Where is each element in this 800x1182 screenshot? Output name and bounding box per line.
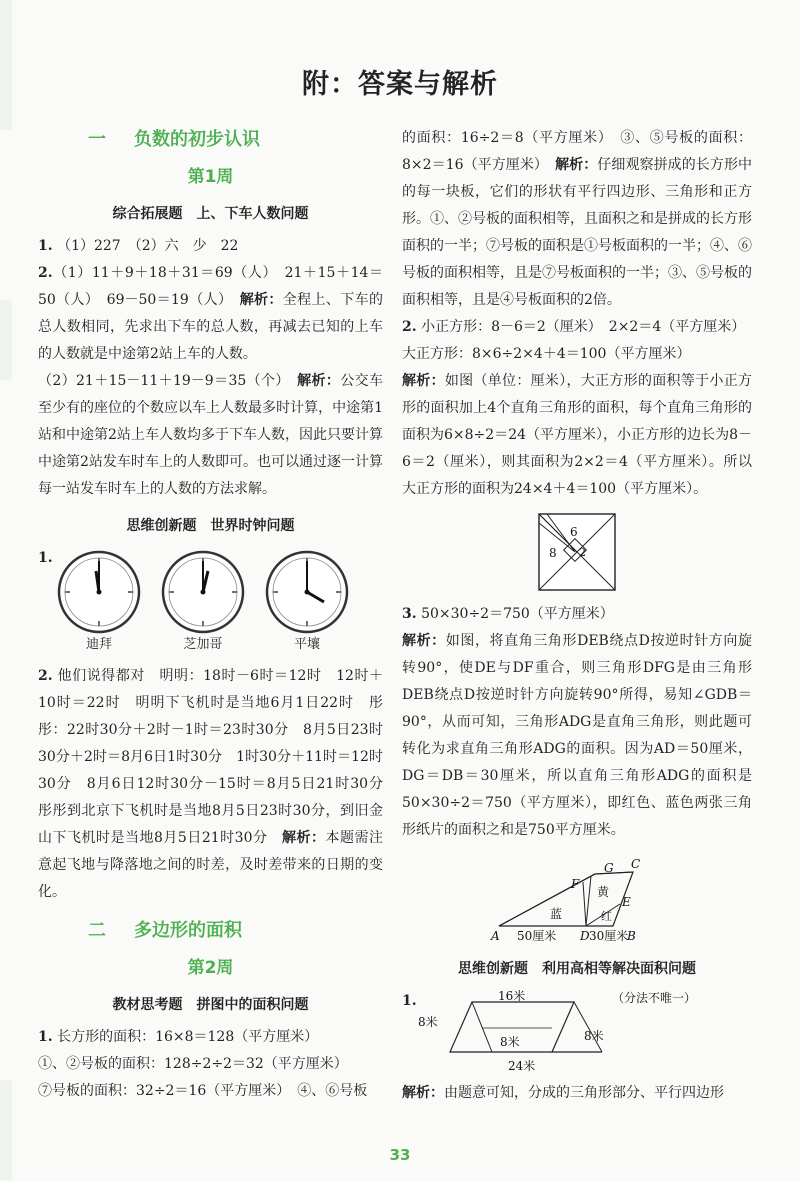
parallelogram-figure: [402, 988, 752, 1080]
answer-text: 解析：由题意可知，分成的三角形部分、平行四边形: [402, 1085, 724, 1101]
svg-text:A: A: [491, 929, 500, 943]
answer-item: 1. （1）227 （2）六 少 22: [38, 238, 239, 254]
svg-text:黄: 黄: [597, 885, 610, 899]
clock-label: 芝加哥: [183, 637, 223, 652]
answer-item: 3. 50×30÷2＝750（平方厘米）: [402, 606, 614, 622]
section-heading-1: [38, 125, 383, 155]
triangle-figure: [487, 856, 667, 948]
clock-face-icon: [160, 549, 246, 635]
page-title: 附：答案与解析: [302, 69, 498, 100]
clock-label: 迪拜: [85, 637, 112, 652]
page-edge-strip: [0, 1080, 12, 1180]
page-number: 33: [389, 1146, 411, 1164]
svg-text:D: D: [580, 929, 590, 943]
svg-text:C: C: [631, 857, 641, 871]
section-title: 多边形的面积: [134, 920, 242, 941]
answer-item: 2. 小正方形：8－6＝2（厘米） 2×2＝4（平方厘米）: [402, 319, 746, 335]
week-heading: 第1周: [187, 167, 234, 187]
svg-text:F: F: [571, 877, 580, 891]
label-8: 8: [549, 546, 557, 560]
svg-text:E: E: [622, 895, 631, 909]
svg-text:30厘米: 30厘米: [589, 929, 629, 943]
square-figure: [529, 511, 625, 595]
answer-text: 解析：如图（单位：厘米），大正方形的面积等于小正方形的面积加上4个直角三角形的面积，每个直角三角形的面积为6×8÷2＝24（平方厘米），小正方形的边长为8－6＝2（厘米），则其面积为2×2＝4（平方厘米）。所以大正方形的面积为24×4＋4＝100（平方厘米）。: [402, 373, 752, 497]
svg-text:8米: 8米: [584, 1029, 604, 1043]
section-title: 负数的初步认识: [134, 129, 260, 150]
svg-text:24米: 24米: [508, 1059, 536, 1073]
clock-label: 平壤: [293, 637, 320, 652]
svg-text:16米: 16米: [498, 990, 526, 1003]
week-heading: 第2周: [187, 958, 234, 978]
svg-text:（分法不唯一）: （分法不唯一）: [612, 991, 697, 1005]
svg-text:红: 红: [601, 910, 612, 923]
section-heading-2: [38, 916, 383, 946]
clock-face-icon: [56, 549, 142, 635]
subsection-heading: 综合拓展题 上、下车人数问题: [112, 206, 309, 222]
answer-item: 2. 他们说得都对 明明：18时－6时＝12时 12时＋10时＝22时 明明下飞机时是当地6月1日22时 彤彤：22时30分＋2时－1时＝23时30分 8月5日23时30分＋2时＝8月6日1时30分 1时30分＋11时＝12时30分 8月6日12时30分－15时＝8月5日21时30分 彤彤到北京下飞机时是当地8月5日23时30分，到旧金山下飞机时是当地8月5日21时30分 解析：本题需注意起飞地与降落地之间的时差，及时差带来的日期的变化。: [38, 668, 397, 900]
svg-text:G: G: [604, 861, 614, 875]
clock-dubai: [56, 549, 142, 655]
svg-text:8米: 8米: [418, 1015, 438, 1029]
svg-text:蓝: 蓝: [550, 907, 563, 921]
page-edge-strip: [0, 300, 12, 380]
subsection-heading: 思维创新题 世界时钟问题: [126, 518, 295, 534]
answer-text: 解析：如图，将直角三角形DEB绕点D按逆时针方向旋转90°，使DE与DF重合，则三角形DFG是由三角形DEB绕点D按逆时针方向旋转90°所得，易知∠GDB＝90°，从而可知，三角形ADG是直角三角形，则此题可转化为求直角三角形ADG的面积。因为AD＝50厘米，DG＝DB＝30厘米，所以直角三角形ADG的面积是50×30÷2＝750（平方厘米），即红色、蓝色两张三角形纸片的面积之和是750平方厘米。: [402, 633, 752, 838]
clocks-figure: [38, 545, 383, 661]
svg-text:B: B: [627, 929, 636, 943]
answer-line: ①、②号板的面积：128÷2÷2＝32（平方厘米）: [38, 1056, 348, 1072]
answer-text: 的面积：16÷2＝8（平方厘米） ③、⑤号板的面积：8×2＝16（平方厘米） 解析：仔细观察拼成的长方形中的每一块板，它们的形状有平行四边形、三角形和正方形。①、②号板的面积相等，且面积之和是拼成的长方形面积的一半；⑦号板的面积是①号板面积的一半；④、⑥号板的面积相等，且是⑦号板面积的一半；③、⑤号板的面积相等，且是④号板面积的2倍。: [402, 130, 753, 308]
svg-text:50厘米: 50厘米: [517, 929, 557, 943]
clock-face-icon: [264, 549, 350, 635]
right-column: [402, 125, 752, 1107]
section-number: 一: [88, 129, 106, 150]
left-column: [38, 125, 397, 1105]
item-number: 1.: [402, 993, 417, 1009]
clock-pyongyang: [264, 549, 350, 655]
svg-text:8米: 8米: [500, 1035, 520, 1049]
clock-chicago: [160, 549, 246, 655]
section-number: 二: [88, 920, 106, 941]
answer-line: ⑦号板的面积：32÷2＝16（平方厘米） ④、⑥号板: [38, 1083, 368, 1099]
subsection-heading: 教材思考题 拼图中的面积问题: [112, 997, 309, 1013]
answer-item: 2.（1）11＋9＋18＋31＝69（人） 21＋15＋14＝50（人） 69－50＝19（人） 解析：全程上、下车的总人数相同，先求出下车的总人数，再减去已知的上车的人数就是中途第2站上车的人数。: [38, 265, 384, 362]
label-6: 6: [570, 525, 578, 539]
item-number: 1.: [38, 550, 53, 566]
subsection-heading: 思维创新题 利用高相等解决面积问题: [458, 961, 696, 977]
answer-item: （2）21＋15－11＋19－9＝35（个） 解析：公交车至少有的座位的个数应以车上人数最多时计算，中途第1站和中途第2站上车人数均多于下车人数，因此只要计算中途第2站发车时车上的人数即可。也可以通过逐一计算每一站发车时车上的人数的方法求解。: [38, 373, 383, 497]
label-2: 2: [579, 546, 586, 559]
answer-line: 大正方形：8×6÷2×4＋4＝100（平方厘米）: [402, 346, 691, 362]
answer-item: 1. 长方形的面积：16×8＝128（平方厘米）: [38, 1029, 319, 1045]
